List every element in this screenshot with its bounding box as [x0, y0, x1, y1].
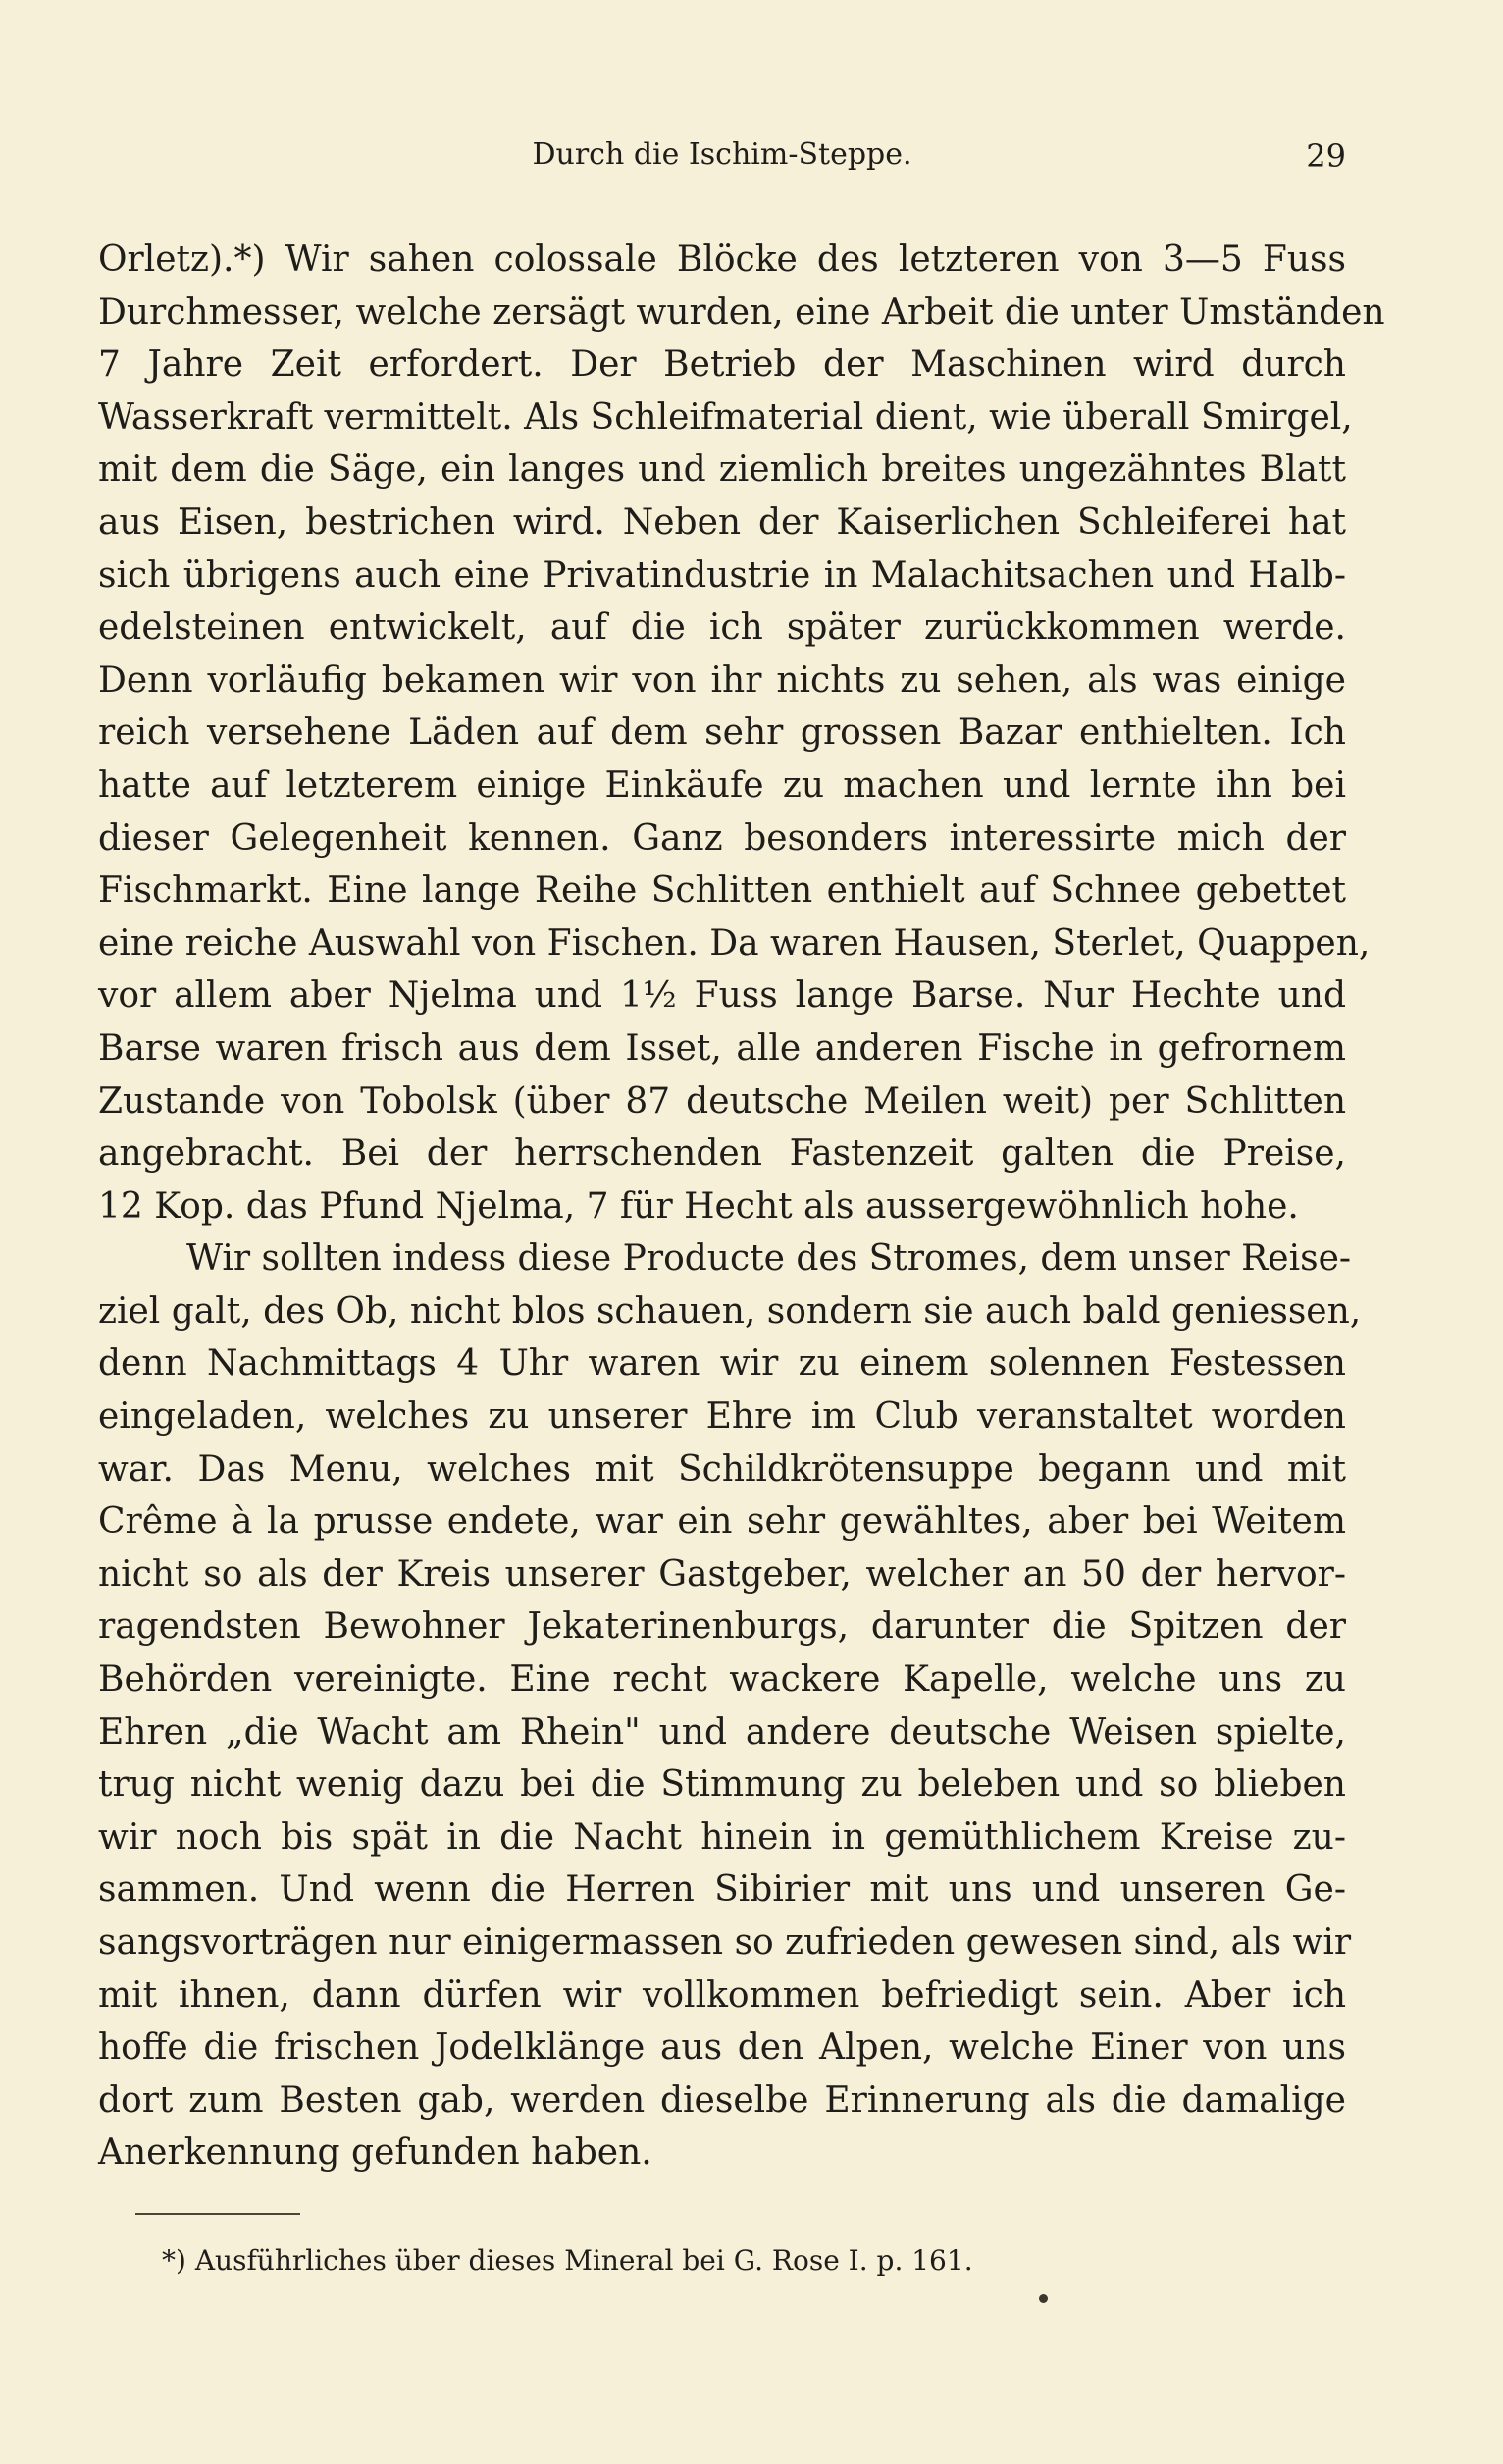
text-line: sangsvorträgen nur einigermassen so zufrieden gewesen sind, als wir — [98, 1922, 1352, 1963]
text-line: Ehren „die Wacht am Rhein" und andere deutsche Weisen spielte, — [98, 1711, 1346, 1753]
text-line: trug nicht wenig dazu bei die Stimmung zu beleben und so blieben — [98, 1764, 1346, 1806]
text-line: Fischmarkt. Eine lange Reihe Schlitten enthielt auf Schnee gebettet — [98, 870, 1346, 912]
text-line: hoffe die frischen Jodelklänge aus den Alpen, welche Einer von uns — [98, 2027, 1346, 2069]
text-line: Barse waren frisch aus dem Isset, alle anderen Fische in gefrornem — [98, 1027, 1346, 1069]
page-number: 29 — [1306, 137, 1346, 175]
text-line: sich übrigens auch eine Privatindustrie in Malachitsachen und Halb- — [98, 554, 1346, 596]
text-line: mit dem die Säge, ein langes und ziemlich breites ungezähntes Blatt — [98, 449, 1346, 491]
text-line: sammen. Und wenn die Herren Sibirier mit uns und unseren Ge- — [98, 1869, 1346, 1911]
text-line: ragendsten Bewohner Jekaterinenburgs, darunter die Spitzen der — [98, 1606, 1346, 1648]
text-line: 12 Kop. das Pfund Njelma, 7 für Hecht als aussergewöhnlich hohe. — [98, 1185, 1299, 1227]
text-line: wir noch bis spät in die Nacht hinein in gemüthlichem Kreise zu- — [98, 1816, 1346, 1858]
running-title: Durch die Ischim-Steppe. — [532, 137, 912, 172]
text-line: reich versehene Läden auf dem sehr grossen Bazar enthielten. Ich — [98, 712, 1346, 754]
text-line: aus Eisen, bestrichen wird. Neben der Kaiserlichen Schleiferei hat — [98, 501, 1346, 543]
text-line: Behörden vereinigte. Eine recht wackere Kapelle, welche uns zu — [98, 1659, 1346, 1701]
text-line: vor allem aber Njelma und 1½ Fuss lange Barse. Nur Hechte und — [98, 975, 1346, 1017]
text-line: Wir sollten indess diese Producte des Stromes, dem unser Reise- — [186, 1238, 1352, 1280]
text-line: Zustande von Tobolsk (über 87 deutsche Meilen weit) per Schlitten — [98, 1080, 1346, 1122]
text-line: edelsteinen entwickelt, auf die ich später zurückkommen werde. — [98, 607, 1346, 649]
text-line: Wasserkraft vermittelt. Als Schleifmaterial dient, wie überall Smirgel, — [98, 396, 1353, 438]
text-line: Durchmesser, welche zersägt wurden, eine Arbeit die unter Umständen — [98, 291, 1385, 333]
text-line: Anerkennung gefunden haben. — [98, 2132, 652, 2174]
text-line: nicht so als der Kreis unserer Gastgeber, welcher an 50 der hervor- — [98, 1553, 1346, 1595]
text-line: Orletz).*) Wir sahen colossale Blöcke des letzteren von 3—5 Fuss — [98, 239, 1346, 280]
text-line: angebracht. Bei der herrschenden Fastenzeit galten die Preise, — [98, 1133, 1346, 1175]
text-line: ziel galt, des Ob, nicht blos schauen, sondern sie auch bald geniessen, — [98, 1290, 1362, 1332]
text-line: dort zum Besten gab, werden dieselbe Erinnerung als die damalige — [98, 2079, 1346, 2121]
text-line: mit ihnen, dann dürfen wir vollkommen befriedigt sein. Aber ich — [98, 1974, 1346, 2016]
body-text — [98, 234, 1385, 2179]
text-line: hatte auf letzterem einige Einkäufe zu machen und lernte ihn bei — [98, 764, 1346, 806]
printer-dot-mark — [1039, 2294, 1048, 2303]
text-line: dieser Gelegenheit kennen. Ganz besonders interessirte mich der — [98, 817, 1346, 859]
text-line: Denn vorläufig bekamen wir von ihr nichts zu sehen, als was einige — [98, 659, 1346, 701]
footnote: *) Ausführliches über dieses Mineral bei G. Rose I. p. 161. — [162, 2244, 973, 2277]
text-line: eingeladen, welches zu unserer Ehre im Club veranstaltet worden — [98, 1396, 1346, 1438]
footnote-separator — [135, 2213, 300, 2215]
page-header — [98, 137, 1346, 186]
text-line: denn Nachmittags 4 Uhr waren wir zu einem solennen Festessen — [98, 1343, 1346, 1385]
text-line: Crême à la prusse endete, war ein sehr gewähltes, aber bei Weitem — [98, 1501, 1346, 1543]
text-line: 7 Jahre Zeit erfordert. Der Betrieb der Maschinen wird durch — [98, 344, 1346, 386]
text-line: war. Das Menu, welches mit Schildkrötensuppe begann und mit — [98, 1448, 1346, 1490]
text-line: eine reiche Auswahl von Fischen. Da waren Hausen, Sterlet, Quappen, — [98, 922, 1371, 964]
